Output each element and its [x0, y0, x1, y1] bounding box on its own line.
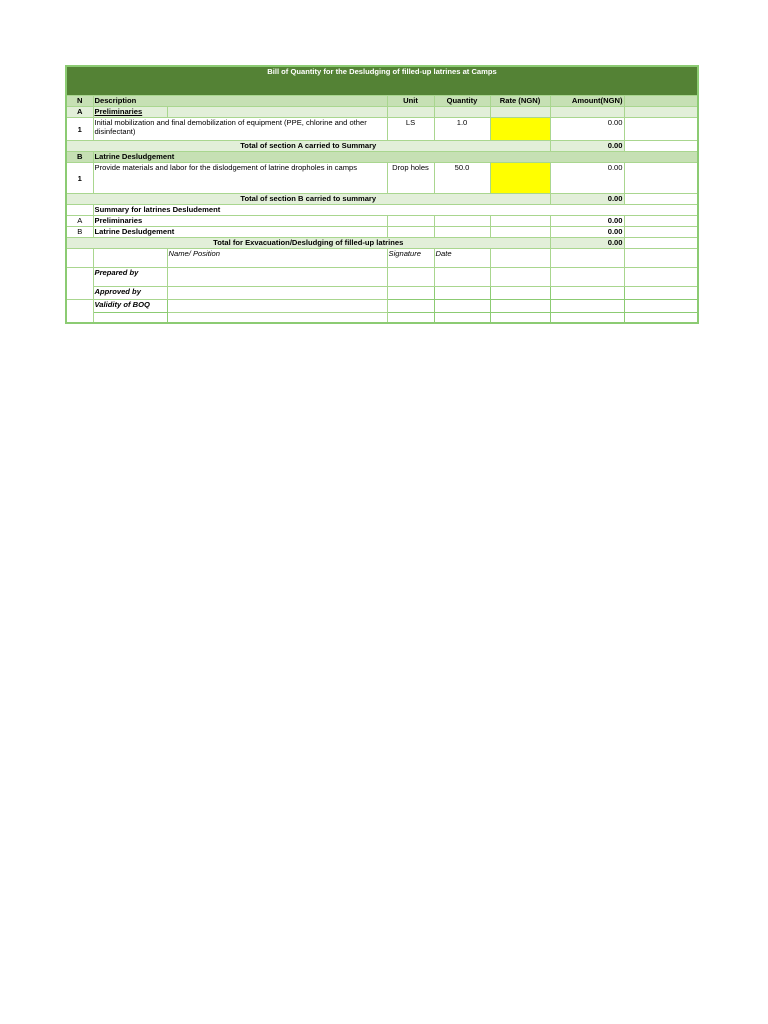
section-b-item-unit: Drop holes — [387, 163, 434, 194]
cell — [434, 216, 490, 227]
section-b-item-row — [66, 163, 698, 194]
section-a-item-unit: LS — [387, 118, 434, 141]
section-a-item-amount: 0.00 — [550, 118, 624, 141]
section-a-name: Preliminaries — [93, 107, 167, 118]
validity-row — [66, 300, 698, 313]
approved-by-label: Approved by — [93, 287, 167, 300]
approved-by-date-field[interactable] — [434, 287, 490, 300]
cell — [550, 268, 624, 287]
section-a-total-row — [66, 141, 698, 152]
date-label: Date — [434, 249, 490, 268]
cell — [624, 249, 698, 268]
cell — [66, 300, 93, 323]
cell — [624, 300, 698, 313]
cell — [167, 107, 387, 118]
cell — [550, 249, 624, 268]
cell — [434, 227, 490, 238]
grand-total-row — [66, 238, 698, 249]
section-a-code: A — [66, 107, 93, 118]
validity-field[interactable] — [167, 300, 387, 313]
section-b-name: Latrine Desludgement — [93, 152, 698, 163]
header-description: Description — [93, 96, 387, 107]
approved-by-row — [66, 287, 698, 300]
prepared-by-row — [66, 268, 698, 287]
cell — [624, 313, 698, 323]
cell — [624, 194, 698, 205]
cell — [167, 313, 387, 323]
summary-b-label: Latrine Desludgement — [93, 227, 387, 238]
cell — [434, 107, 490, 118]
cell — [434, 313, 490, 323]
summary-heading-row — [66, 205, 698, 216]
signature-label: Signature — [387, 249, 434, 268]
header-rate: Rate (NGN) — [490, 96, 550, 107]
cell — [387, 313, 434, 323]
approved-by-name-field[interactable] — [167, 287, 387, 300]
section-b-item-description: Provide materials and labor for the dislodgement of latrine dropholes in camps — [93, 163, 387, 194]
summary-row-b — [66, 227, 698, 238]
prepared-by-signature-field[interactable] — [387, 268, 434, 287]
cell — [490, 268, 550, 287]
cell — [490, 287, 550, 300]
cell — [387, 227, 434, 238]
header-blank — [624, 96, 698, 107]
summary-b-code: B — [66, 227, 93, 238]
summary-a-code: A — [66, 216, 93, 227]
grand-total-value: 0.00 — [550, 238, 624, 249]
cell — [624, 141, 698, 152]
section-a-item-quantity: 1.0 — [434, 118, 490, 141]
cell — [624, 118, 698, 141]
cell — [550, 287, 624, 300]
section-b-total-row — [66, 194, 698, 205]
section-b-total-value: 0.00 — [550, 194, 624, 205]
cell — [624, 216, 698, 227]
section-a-item-row — [66, 118, 698, 141]
section-a-total-value: 0.00 — [550, 141, 624, 152]
cell — [550, 300, 624, 313]
boq-table — [65, 65, 699, 324]
cell — [490, 249, 550, 268]
approved-by-signature-field[interactable] — [387, 287, 434, 300]
cell — [387, 216, 434, 227]
section-a-item-description: Initial mobilization and final demobilization of equipment (PPE, chlorine and other disinfectant) — [93, 118, 387, 141]
header-amount: Amount(NGN) — [550, 96, 624, 107]
header-unit: Unit — [387, 96, 434, 107]
cell — [624, 227, 698, 238]
summary-b-value: 0.00 — [550, 227, 624, 238]
header-n: N — [66, 96, 93, 107]
section-a-rate-input[interactable] — [490, 118, 550, 141]
cell — [490, 300, 550, 313]
sheet-title: Bill of Quantity for the Desludging of filled-up latrines at Camps — [66, 66, 698, 96]
cell — [387, 300, 434, 313]
prepared-by-name-field[interactable] — [167, 268, 387, 287]
cell — [66, 268, 93, 300]
cell — [624, 287, 698, 300]
cell — [550, 107, 624, 118]
cell — [490, 216, 550, 227]
section-b-item-quantity: 50.0 — [434, 163, 490, 194]
section-b-item-n: 1 — [66, 163, 93, 194]
cell — [624, 238, 698, 249]
cell — [624, 107, 698, 118]
signoff-header-row — [66, 249, 698, 268]
last-row — [66, 313, 698, 323]
cell — [490, 313, 550, 323]
cell — [490, 227, 550, 238]
cell — [624, 163, 698, 194]
section-b-code: B — [66, 152, 93, 163]
cell — [66, 249, 93, 268]
cell — [93, 249, 167, 268]
section-b-item-amount: 0.00 — [550, 163, 624, 194]
cell — [550, 313, 624, 323]
header-quantity: Quantity — [434, 96, 490, 107]
prepared-by-label: Prepared by — [93, 268, 167, 287]
summary-heading: Summary for latrines Desludement — [93, 205, 698, 216]
section-a-item-n: 1 — [66, 118, 93, 141]
section-b-total-label: Total of section B carried to summary — [66, 194, 550, 205]
section-b-rate-input[interactable] — [490, 163, 550, 194]
section-a-row — [66, 107, 698, 118]
title-row — [66, 66, 698, 96]
boq-sheet — [65, 65, 697, 324]
cell — [66, 205, 93, 216]
grand-total-label: Total for Exvacuation/Desludging of filled-up latrines — [66, 238, 550, 249]
validity-label: Validity of BOQ — [93, 300, 167, 313]
cell — [387, 107, 434, 118]
header-row — [66, 96, 698, 107]
name-position-label: Name/ Position — [167, 249, 387, 268]
cell — [434, 300, 490, 313]
cell — [93, 313, 167, 323]
summary-a-label: Preliminaries — [93, 216, 387, 227]
summary-row-a — [66, 216, 698, 227]
section-a-total-label: Total of section A carried to Summary — [66, 141, 550, 152]
summary-a-value: 0.00 — [550, 216, 624, 227]
section-b-row — [66, 152, 698, 163]
prepared-by-date-field[interactable] — [434, 268, 490, 287]
cell — [490, 107, 550, 118]
cell — [624, 268, 698, 287]
